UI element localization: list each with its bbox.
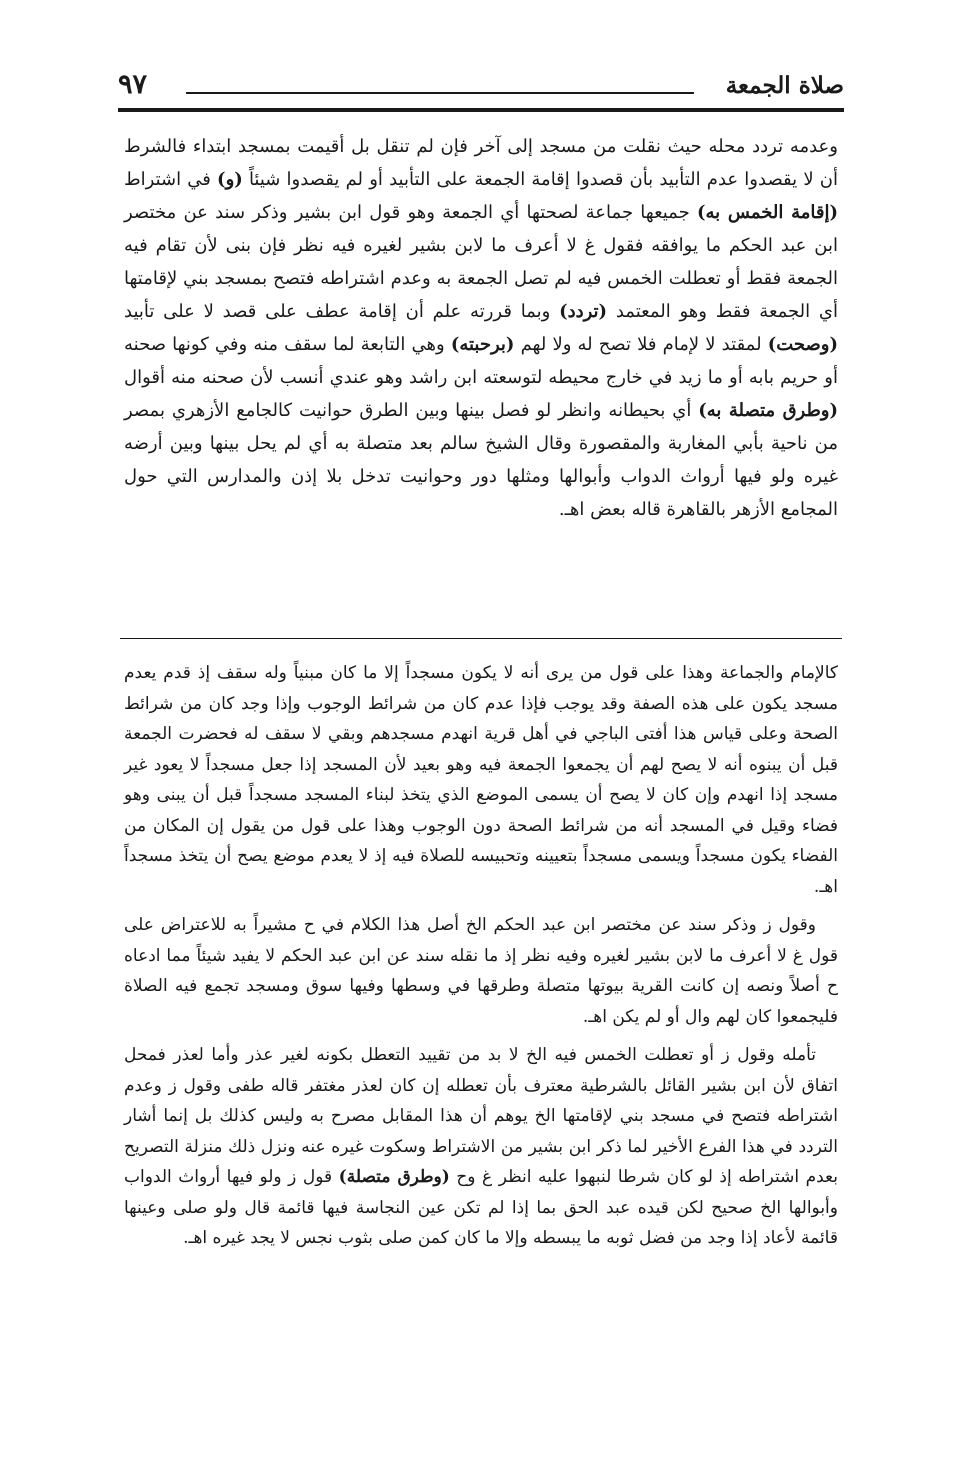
main-text-2: جميعها جماعة لصحتها أي الجمعة وهو قول ابن بشير وذكر سند عن مختصر ابن عبد الحكم ما يوافقه فقول غ لا أعرف ما لابن بشير لغيره فيه نظر فإن بنى لأن تقام فيه الجمعة فقط أو تعطلت الخمس فيه لم تصل الجمعة به وعدم اشتراطه فتصح بمسجد بني لإقامتها أي الجمعة فقط وهو المعتمد xyxy=(124,202,838,322)
page-number: ٩٧ xyxy=(118,69,148,100)
main-text-4: لمقتد لا لإمام فلا تصح له ولا لهم xyxy=(514,334,768,355)
footnote-paragraph xyxy=(124,1040,838,1254)
main-paragraph xyxy=(124,130,838,526)
footnote-text: قول ز ولو فيها أرواث الدواب وأبوالها الخ صحيح لكن قيده عبد الحق بما إذا لم تكن عين النجاسة فيها قائمة قال ولو صلى وعينها قائمة لأعاد إذا وجد من فضل ثوبه ما يبسطه وإلا ما كان كمن صلى بثوب نجس لا يجد غيره اهـ. xyxy=(124,1167,838,1248)
chapter-title: صلاة الجمعة xyxy=(725,72,844,99)
bold-term: (وطرق متصلة) xyxy=(338,1167,450,1187)
bold-term: (و) xyxy=(217,169,243,190)
header-line xyxy=(186,92,694,94)
footnote-text: تأمله وقول ز أو تعطلت الخمس فيه الخ لا بد من تقييد التعطل بكونه لغير عذر وأما لعذر فمحل اتفاق لأن ابن بشير القائل بالشرطية معترف بأن تعطله إن كان لعذر مغتفر قاله طفى وقول ز وعدم اشتراطه فتصح في مسجد بني لإقامتها الخ يوهم أن هذا المقابل مصرح به وليس كذلك بل إنما أشار التردد في هذا الفرع الأخير لما ذكر ابن بشير من الاشتراط وسكوت غيره عنه ونزل ذلك منزلة التصريح بعدم اشتراطه إذ لو كان شرطا لنبهوا عليه انظر غ وح xyxy=(124,1045,838,1187)
main-intro: وعدمه تردد محله حيث نقلت من مسجد إلى آخر فإن لم تنقل بل أقيمت بمسجد ابتداء فالشرط أن لا يقصدوا عدم التأبيد بأن قصدوا إقامة الجمعة على التأبيد أو لم يقصدوا شيئاً xyxy=(124,136,838,190)
header-rule xyxy=(118,108,844,112)
bold-term: (إقامة الخمس به) xyxy=(696,202,838,223)
main-text-1: في اشتراط xyxy=(124,169,218,190)
bold-term: (تردد) xyxy=(559,301,608,322)
main-text-6: أي بحيطانه وانظر لو فصل بينها وبين الطرق حوانيت كالجامع الأزهري بمصر من ناحية بأبي المغاربة والمقصورة وقال الشيخ سالم بعد متصلة به أي لم يحل بينها وبين أرضه غيره ولو فيها أرواث الدواب وأبوالها ومثلها دور وحوانيت تدخل بلا إذن والمدارس التي حول المجامع الأزهر بالقاهرة قاله بعض اهـ. xyxy=(124,400,838,520)
main-text-3: وبما قررته علم أن إقامة عطف على قصد لا على تأبيد xyxy=(124,301,560,322)
footnote-separator xyxy=(120,638,842,639)
footnotes xyxy=(124,658,838,1262)
bold-term: (برحبته) xyxy=(450,334,515,355)
running-header xyxy=(118,66,844,106)
bold-term: (وصحت) xyxy=(767,334,838,355)
main-text-5: وهي التابعة لما سقف منه وفي كونها صحنه أو حريم بابه أو ما زيد في خارج محيطه لتوسعته ابن راشد وهو عندي أنسب لأن صحنه منه أقوال xyxy=(124,334,838,388)
main-text xyxy=(124,130,838,526)
footnote-paragraph: وقول ز وذكر سند عن مختصر ابن عبد الحكم الخ أصل هذا الكلام في ح مشيراً به للاعتراض على قول غ لا أعرف ما لابن بشير لغيره وفيه نظر إذ ما نقله سند عن ابن عبد الحكم لا يفيد شيئاً مما ادعاه ح أصلاً ونصه إن كانت القرية بيوتها متصلة وطرقها في وسطها وفيها سوق ومسجد تجمع فيه الصلاة فليجمعوا كان لهم وال أو لم يكن اهـ. xyxy=(124,915,838,1027)
footnote-paragraph: كالإمام والجماعة وهذا على قول من يرى أنه لا يكون مسجداً إلا ما كان مبنياً وله سقف إذ قدم يعدم مسجد يكون على هذه الصفة وقد يوجب فإذا عدم كان من شرائط الوجوب وإذا وجد كان من شرائط الصحة وعلى قياس هذا أفتى الباجي في أهل قرية انهدم مسجدهم وبقي لا سقف له فحضرت الجمعة قبل أن يبنوه أنه لا يصح لهم أن يجمعوا الجمعة فيه وهو بعيد لأن المسجد إذا جعل مسجداً لا يعود غير مسجد إذا انهدم وإن كان لا يصح أن يسمى الموضع الذي يتخذ لبناء المسجد مسجداً قبل أن يبنى وهو فضاء وقيل في المسجد أنه من شرائط الصحة دون الوجوب وهذا على قول من يقول إن المكان من الفضاء يكون مسجداً ويسمى مسجداً بتعيينه وتحبيسه للصلاة فيه إذ لا يعدم موضع يصح أن يتخذ مسجداً اهـ. xyxy=(124,663,838,897)
bold-term: (وطرق متصلة به) xyxy=(698,400,839,421)
